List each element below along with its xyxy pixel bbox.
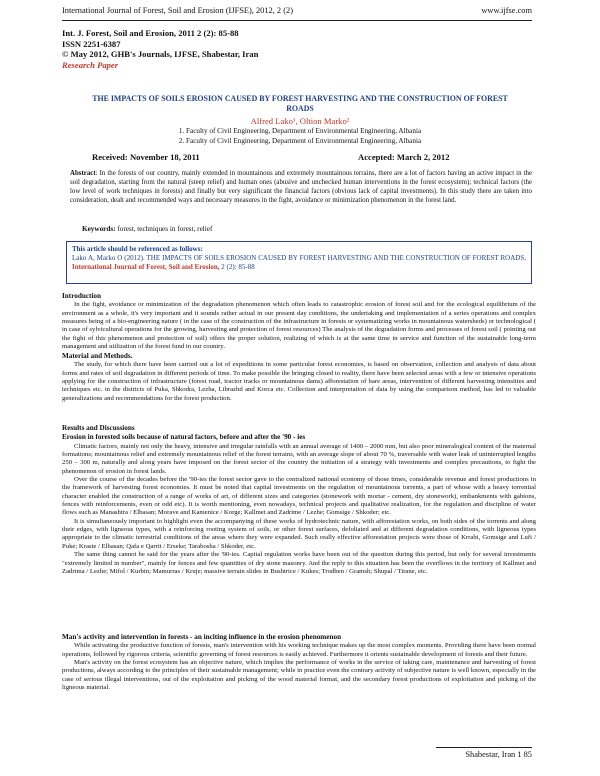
running-header: [62, 6, 532, 21]
accepted-date: Accepted: March 2, 2012: [358, 152, 450, 162]
citation-line: Int. J. Forest, Soil and Erosion, 2011 2 (2): 85-88: [62, 28, 239, 38]
affiliations: [0, 127, 600, 146]
results-heading: Results and Discussions: [62, 424, 135, 432]
authors: Alfred Lako¹, Oltion Marko²: [250, 116, 350, 126]
copyright: © May 2012, GHB's Journals, IJFSE, Shabestar, Iran: [62, 49, 259, 60]
introduction-heading: Introduction: [62, 292, 102, 300]
keywords-text: forest, techniques in forest, relief: [115, 225, 213, 233]
citation-heading: This article should be referenced as follows:: [72, 245, 203, 253]
introduction-paragraph: In the fight, avoidance or minimization of the degradation phenomenon which often leads to catastrophic erosion of forest soil and for the ecological equilibrium of the environment as a whole, it's very important and it sounds rather actual in our present day conditions, the undertaking and implementation of a series operations and complex measures being of a bio-engineering nature ( in the case of the construction of the infrastructure in forests or systematizing works in mountainous watersheds) or technological ( in case of sylvicultural operations for the growing, harvesting and protection of forest resources) The analysis of the degradation forms and processes of forest soil ( pointing out the fight of this phenomenon and protection of soil) offers the proper solution, realizing of which is at the same time in service and function of the sustainable long-term management and utilization of the forest fund in our country.: [62, 301, 536, 351]
journal-header: International Journal of Forest, Soil and Erosion (IJFSE), 2012, 2 (2): [62, 6, 293, 15]
website-link[interactable]: www.ijfse.com: [481, 6, 532, 15]
man-activity-heading: Man's activity and intervention in forests - an inciting influence in the erosion phenomenon: [62, 633, 342, 641]
results-subheading: Erosion in forested soils because of natural factors, before and after the '90 - ies: [62, 433, 306, 442]
man-activity-paragraph-1: While activating the productive function of forests, man's intervention with his working technique makes up the most complex moments. Providing there have been normal operations, followed by rigorous criteria, scientific governing of forest resources is easily achieved. Furthermore it orients sustainable development of forests and their future.: [62, 642, 536, 658]
paper-title: THE IMPACTS OF SOILS EROSION CAUSED BY FOREST HARVESTING AND THE CONSTRUCTION OF FOREST ROADS: [92, 94, 508, 113]
man-activity-section: [62, 633, 536, 692]
keywords-label: Keywords:: [82, 225, 116, 233]
abstract-label: Abstract: [70, 170, 96, 177]
affiliation-2: 2. Faculty of Civil Engineering, Department of Environmental Engineering, Albania: [178, 136, 422, 145]
abstract-text: : In the forests of our country, mainly extended in mountainous and extremely mountainous terrains, there are a lot of factors having an active impact in the soil degradation, starting from the natural (steep relief) and human ones (abusive and unchecked human interventions in the forest ecosystem); technical factors (the low level of work techniques in forests) and finally but very significant the financial factors (obvious lack of capital investments). In this study there are taken into consideration, dealt and recommended ways and necessary measures in the fight, avoidance or minimization phenomenon in the forest land.: [70, 170, 532, 205]
keywords: [82, 225, 212, 233]
citation-journal: International Journal of Forest, Soil and Erosion,: [72, 263, 220, 272]
methods-paragraph: The study, for which there have been carried out a lot of expeditions in some particular forest economies, is based on observation, collection and analysis of data about forms and rates of soil degradation in different periods of time. To make possible the bringing closed to reality, there have been selected areas with a few or intensive operations applying for the construction of infrastructure (forest road, tractor tracks or mountainous dams) afforestation of bare areas, intervention of different harvesting intensities and techniques etc. in the districts of Puka, Shkodra, Lezha, Librazhd and Korca etc. Collection and interpretation of data by using the comparison method, has led to valuable generalizations and recommendations for the forest production.: [62, 361, 536, 402]
man-activity-paragraph-2: Man's activity on the forest ecosystem has an objective nature, which implies the performance of works in the service of taking care, maintenance and harvesting of forest productions, always according to the principles of their sustainable management; while in practice even the contrary activity of subjective nature is well known, especially in the case of serious illegal interventions, out of the exploitation and picking of the wood material format, and the secondary forest productions of exploitation and picking of the ligneous material.: [62, 659, 536, 692]
results-paragraph-2: Over the course of the decades before the '90-ies the forest sector gave to the centralized national economy of those times, considerable revenue and forest productions in the framework of harvesting forest economies. It must be noted that capital investments on the regulation of mountainous torrents, a part of whose with a heavy torrential character enabled the construction of a range of works of art, of different sizes and categories (stonework with mortar - cement, dry stonework), embankments with gabions, fences with reinforcements, even or odd etc). It is worth mentioning, even nowadays, technical projects and qualitative realization, for the regulation and discipline of water flows such as Manashtra / Elbasan; Morave and Kamenice / Korge; Kallmet and Zadrime / Lezhe; Gomsige / Shkoder; etc.: [62, 476, 536, 517]
citation-body: Lako A, Marko O (2012). THE IMPACTS OF SOILS EROSION CAUSED BY FOREST HARVESTING AND THE CONSTRUCTION OF FOREST ROADS,: [72, 254, 526, 263]
affiliation-1: 1. Faculty of Civil Engineering, Department of Environmental Engineering, Albania: [178, 127, 422, 135]
citation-text: [72, 254, 526, 272]
paper-type: Research Paper: [62, 59, 119, 70]
citation-pages: 2 (2): 85-88: [219, 263, 255, 272]
methods-section: [62, 352, 536, 403]
article-meta: [62, 28, 258, 70]
introduction-section: [62, 292, 536, 351]
received-date: Received: November 18, 2011: [92, 152, 200, 162]
page-footer: [465, 750, 532, 759]
results-paragraph-4: The same thing cannot be said for the years after the '90-ies. Capital regulation works have been out of the question during this period, but only for several investments "extremely limited in number", mainly for fences and few quantities of dry stone masonry. And the reply to this situation has been the overflows in the territory of Kallmet and Zadrima / Lezhe; Mifol / Kurbin; Mamurras / Kruje; massive terrain slides in Bushtrice / Kukes; Trodhen / Gramsh; Shupal / Tirane, etc.: [62, 551, 536, 575]
results-paragraph-1: Climatic factors, mainly not only the heavy, intensive and irregular rainfalls with an annual average of 1400 – 2000 mm, but also poor mineralogical content of the maternal formations; mountainous relief and extremely mountainous relief of the forest terrains, with an average slope of about 70 %, traversable with water leak of uninterrupted lengths 250 – 300 m, naturally and along years have imposed on the forest sector of the country the initiation of a strategy with investments and complex precautions, to fight the phenomenon of erosion in forest lands.: [62, 442, 536, 475]
issn: ISSN 2251-6387: [62, 38, 121, 49]
results-section: [62, 424, 536, 576]
methods-heading: Material and Methods.: [62, 352, 133, 360]
footer-text: Shabestar, Iran 1 85: [465, 750, 532, 759]
citation-box: [66, 241, 532, 284]
results-paragraph-3: It is simultaneously important to highlight even the accompanying of these works of hydrotechnic nature, with afforestation works, on both sides of the torrents and along their edges, with ligneous types, with a reinforcing rooting system of soils, or other forest surfaces, defoliated and at different degradation conditions, with ligneous types appropriate to the climatic terrestrial conditions of the areas where they were expanded. Such really effective afforestation projects were those of Krrabi, Gomsige and Lufi / Puke; Kraste / Elbasan; Qafa e Qarrit / Erseke; Tarabosha / Shkoder, etc.: [62, 517, 536, 550]
abstract: [70, 169, 532, 205]
footer-rule: [436, 747, 532, 748]
